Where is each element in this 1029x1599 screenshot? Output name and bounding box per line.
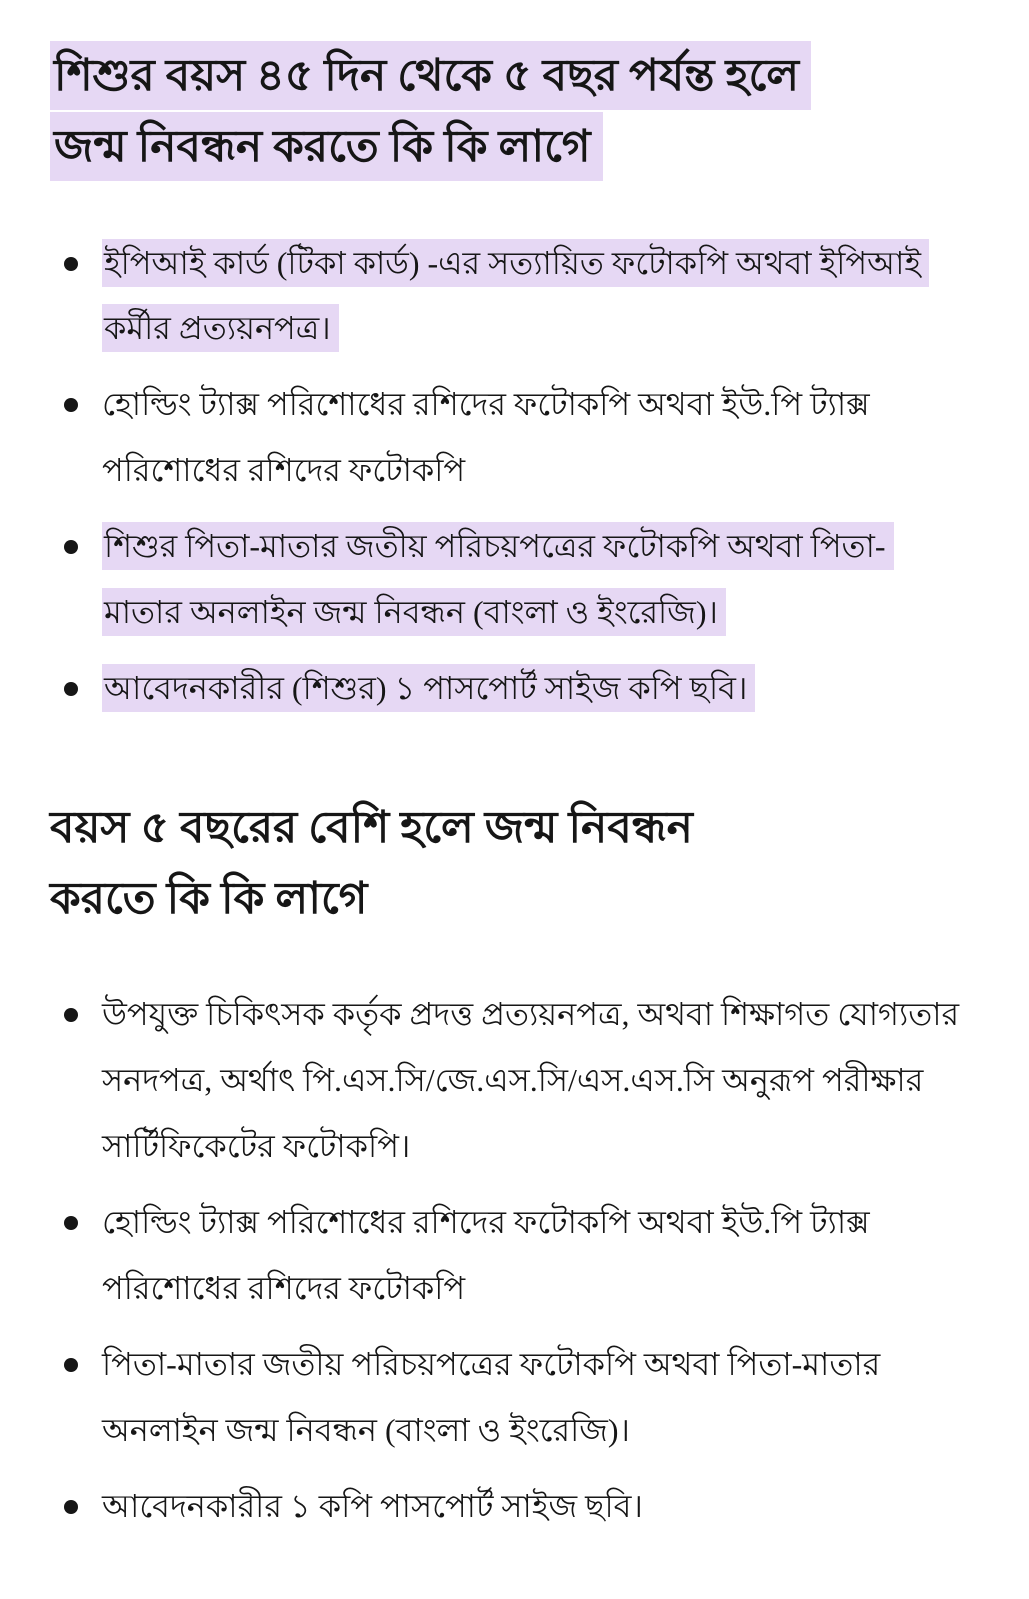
bullet-icon (64, 1216, 78, 1230)
section2-list (50, 982, 977, 1539)
list-item (50, 1190, 977, 1322)
bullet-icon (64, 257, 78, 271)
section1-title (50, 40, 977, 183)
list-item (50, 982, 977, 1180)
list-item-text: হোল্ডিং ট্যাক্স পরিশোধের রশিদের ফটোকপি অথবা ইউ.পি ট্যাক্স পরিশোধের রশিদের ফটোকপি (102, 1204, 870, 1307)
list-item-text: উপযুক্ত চিকিৎসক কর্তৃক প্রদত্ত প্রত্যয়নপত্র, অথবা শিক্ষাগত যোগ্যতার সনদপত্র, অর্থাৎ পি.এস.সি/জে.এস.সি/এস.এস.সি অনুরূপ পরীক্ষার সার্টিফিকেটের ফটোকপি। (102, 996, 960, 1165)
bullet-icon (64, 1500, 78, 1514)
bullet-icon (64, 540, 78, 554)
section2-title-line1: বয়স ৫ বছরের বেশি হলে জন্ম নিবন্ধন (50, 802, 693, 852)
section1-title-highlight (50, 41, 811, 181)
bullet-icon (64, 398, 78, 412)
list-item-text: আবেদনকারীর ১ কপি পাসপোর্ট সাইজ ছবি। (102, 1487, 643, 1524)
list-item (50, 372, 977, 504)
highlighted-text: আবেদনকারীর (শিশুর) ১ পাসপোর্ট সাইজ কপি ছবি। (102, 664, 755, 712)
list-item-text: পিতা-মাতার জতীয় পরিচয়পত্রের ফটোকপি অথবা পিতা-মাতার অনলাইন জন্ম নিবন্ধন (বাংলা ও ইংরেজি)। (102, 1345, 881, 1448)
bullet-icon (64, 1008, 78, 1022)
section2-title (50, 792, 977, 935)
list-item (50, 1474, 977, 1540)
section1-title-line1: শিশুর বয়স ৪৫ দিন থেকে ৫ বছর পর্যন্ত হলে (54, 51, 800, 100)
section1-title-line2: জন্ম নিবন্ধন করতে কি কি লাগে (54, 122, 591, 172)
list-item (50, 656, 977, 722)
highlighted-text: শিশুর পিতা-মাতার জতীয় পরিচয়পত্রের ফটোকপি অথবা পিতা-মাতার অনলাইন জন্ম নিবন্ধন (বাংলা ও ইংরেজি)। (102, 522, 894, 636)
section2-title-line2: করতে কি কি লাগে (50, 874, 368, 924)
bullet-icon (64, 1358, 78, 1372)
list-item (50, 231, 977, 363)
list-item-text (102, 231, 962, 363)
list-item (50, 514, 977, 646)
list-item-text: হোল্ডিং ট্যাক্স পরিশোধের রশিদের ফটোকপি অথবা ইউ.পি ট্যাক্স পরিশোধের রশিদের ফটোকপি (102, 386, 870, 489)
list-item (50, 1332, 977, 1464)
bullet-icon (64, 682, 78, 696)
list-item-text (102, 656, 962, 722)
section1-list (50, 231, 977, 722)
highlighted-text: ইপিআই কার্ড (টিকা কার্ড) -এর সত্যায়িত ফটোকপি অথবা ইপিআই কর্মীর প্রত্যয়নপত্র। (102, 239, 929, 353)
list-item-text (102, 514, 962, 646)
